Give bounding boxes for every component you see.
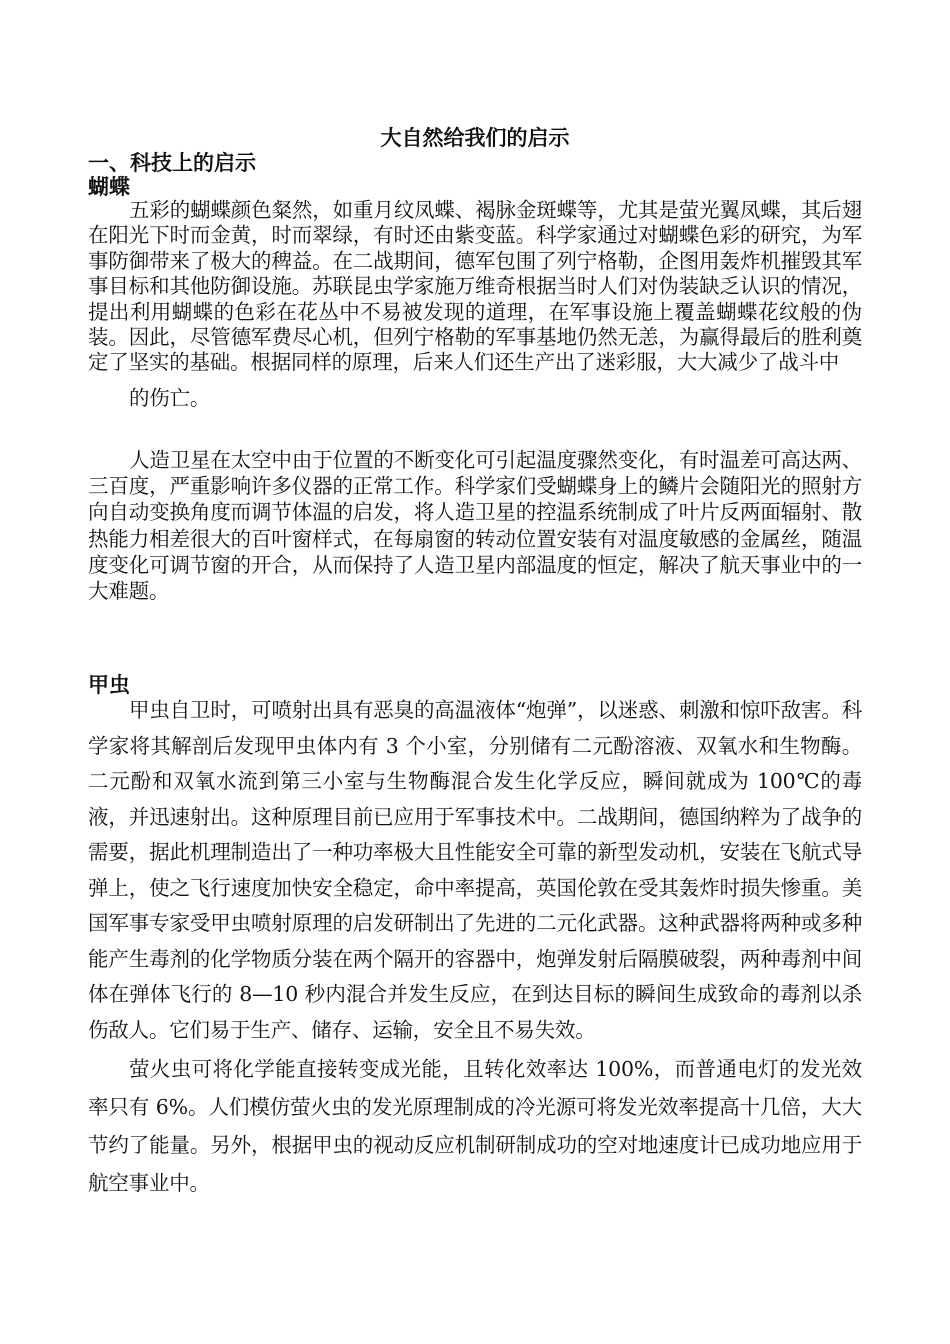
subheading-butterfly: 蝴蝶 xyxy=(88,175,130,199)
subheading-beetle: 甲虫 xyxy=(88,673,130,697)
butterfly-paragraph-1 xyxy=(88,198,862,411)
page-title: 大自然给我们的启示 xyxy=(380,126,570,150)
butterfly-paragraph-1-end: 的伤亡。 xyxy=(129,385,211,410)
beetle-paragraph-1: 甲虫自卫时，可喷射出具有恶臭的高温液体“炮弹”，以迷惑、刺激和惊吓敌害。科学家将其解剖后发现甲虫体内有 3 个小室，分别储有二元酚溶液、双氧水和生物酶。二元酚和双氧水流到第三小室与生物酶混合发生化学反应，瞬间就成为 100℃的毒液，并迅速射出。这种原理目前已应用于军事技术中。二战期间，德国纳粹为了战争的需要，据此机理制造出了一种功率极大且性能安全可靠的新型发动机，安装在飞航式导弹上，使之飞行速度加快安全稳定，命中率提高，英国伦敦在受其轰炸时损失惨重。美国军事专家受甲虫喷射原理的启发研制出了先进的二元化武器。这种武器将两种或多种能产生毒剂的化学物质分装在两个隔开的容器中，炮弹发射后隔膜破裂，两种毒剂中间体在弹体飞行的 8—10 秒内混合并发生反应，在到达目标的瞬间生成致命的毒剂以杀伤敌人。它们易于生产、储存、运输，安全且不易失效。 xyxy=(88,698,862,1042)
section-heading-tech: 一、科技上的启示 xyxy=(88,151,256,175)
beetle-paragraph-2: 萤火虫可将化学能直接转变成光能，且转化效率达 100%，而普通电灯的发光效率只有 6%。人们模仿萤火虫的发光原理制成的冷光源可将发光效率提高十几倍，大大节约了能量。另外，根据甲虫的视动反应机制研制成功的空对地速度计已成功地应用于航空事业中。 xyxy=(88,1057,862,1195)
butterfly-paragraph-2: 人造卫星在太空中由于位置的不断变化可引起温度骤然变化，有时温差可高达两、三百度，严重影响许多仪器的正常工作。科学家们受蝴蝶身上的鳞片会随阳光的照射方向自动变换角度而调节体温的启发，将人造卫星的控温系统制成了叶片反两面辐射、散热能力相差很大的百叶窗样式，在每扇窗的转动位置安装有对温度敏感的金属丝，随温度变化可调节窗的开合，从而保持了人造卫星内部温度的恒定，解决了航天事业中的一大难题。 xyxy=(88,448,862,604)
butterfly-paragraph-1-text: 五彩的蝴蝶颜色粲然，如重月纹凤蝶、褐脉金斑蝶等，尤其是萤光翼凤蝶，其后翅在阳光下时而金黄，时而翠绿，有时还由紫变蓝。科学家通过对蝴蝶色彩的研究，为军事防御带来了极大的稗益。在二战期间，德军包围了列宁格勒，企图用轰炸机摧毁其军事目标和其他防御设施。苏联昆虫学家施万维奇根据当时人们对伪装缺乏认识的情况，提出利用蝴蝶的色彩在花丛中不易被发现的道理，在军事设施上覆盖蝴蝶花纹般的伪装。因此，尽管德军费尽心机，但列宁格勒的军事基地仍然无恙，为赢得最后的胜利奠定了坚实的基础。根据同样的原理，后来人们还生产出了迷彩服，大大减少了战斗中 xyxy=(88,198,862,375)
